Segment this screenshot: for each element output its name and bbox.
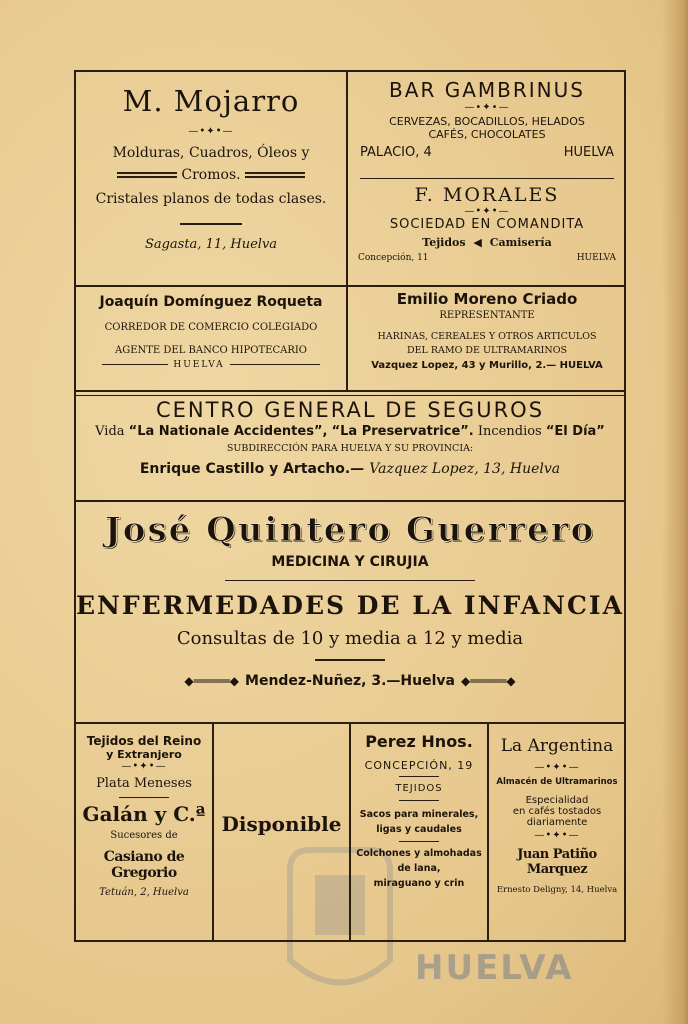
divider-h2 xyxy=(74,390,626,392)
rule xyxy=(399,776,439,777)
ad-quintero xyxy=(76,510,624,689)
quintero-address: Mendez-Nuñez, 3.—Huelva xyxy=(245,673,455,689)
morales-company: SOCIEDAD EN COMANDITA xyxy=(389,217,585,232)
quintero-headline: ENFERMEDADES DE LA INFANCIA xyxy=(76,591,624,620)
mojarro-address: Sagasta, 11, Huelva xyxy=(144,237,278,252)
divider-v1 xyxy=(346,72,348,390)
roqueta-role: CORREDOR DE COMERCIO COLEGIADO xyxy=(104,322,318,333)
morales-goods-right: Camisería xyxy=(489,236,552,249)
ad-moreno xyxy=(350,290,624,371)
morales-goods-row xyxy=(350,236,624,249)
roqueta-city: HUELVA xyxy=(173,360,225,370)
page-edge xyxy=(662,0,688,1024)
gambrinus-products1: CERVEZAS, BOCADILLOS, HELADOS xyxy=(389,115,585,128)
moreno-address: Vazquez Lopez, 43 y Murillo, 2.— HUELVA xyxy=(371,360,603,371)
divider-gambrinus xyxy=(360,178,614,179)
seguros-sub: SUBDIRECCIÓN PARA HUELVA Y SU PROVINCIA: xyxy=(226,443,474,454)
perez-item2a: Colchones y almohadas xyxy=(356,848,482,859)
roqueta-city-row xyxy=(76,360,346,370)
rule xyxy=(315,659,385,661)
seguros-contact xyxy=(76,458,624,477)
gambrinus-address-row xyxy=(350,145,624,160)
ornament: —•✦•— xyxy=(534,762,580,773)
ornament: —•✦•— xyxy=(188,126,234,137)
moreno-name: Emilio Moreno Criado xyxy=(396,290,578,308)
ornament-right: ◆═════◆ xyxy=(460,674,516,688)
quintero-specialty: MEDICINA Y CIRUJIA xyxy=(271,554,429,570)
seguros-incendios-co: “El Día” xyxy=(545,424,605,439)
argentina-spec1: Especialidad xyxy=(525,795,589,806)
argentina-type: Almacén de Ultramarinos xyxy=(496,777,618,787)
divider-h2b xyxy=(74,395,626,396)
seguros-incendios-label: Incendios xyxy=(477,424,542,439)
ornament: —•✦•— xyxy=(534,830,580,841)
seguros-name: CENTRO GENERAL DE SEGUROS xyxy=(155,398,545,422)
ornament: —•✦•— xyxy=(121,761,167,772)
perez-name: Perez Hnos. xyxy=(365,732,473,751)
seguros-line xyxy=(76,424,624,439)
rule xyxy=(230,364,320,365)
morales-city: HUELVA xyxy=(576,253,616,263)
perez-item1b: ligas y caudales xyxy=(376,824,462,835)
galan-founder: Casiano de Gregorio xyxy=(103,849,185,881)
quintero-address-row xyxy=(76,673,624,689)
ornament: —•✦•— xyxy=(464,102,510,113)
gambrinus-address: PALACIO, 4 xyxy=(360,145,432,160)
mojarro-name: M. Mojarro xyxy=(122,84,300,118)
gambrinus-products2: CAFÉS, CHOCOLATES xyxy=(428,128,546,141)
disponible-text: Disponible xyxy=(221,812,342,836)
rule xyxy=(225,580,475,581)
moreno-role: REPRESENTANTE xyxy=(439,310,535,321)
ad-galan xyxy=(76,734,212,898)
roqueta-agent: AGENTE DEL BANCO HIPOTECARIO xyxy=(114,345,307,356)
ad-gambrinus xyxy=(350,78,624,160)
double-rule xyxy=(117,172,177,178)
gambrinus-name: BAR GAMBRINUS xyxy=(389,78,585,102)
perez-item2b: de lana, xyxy=(397,863,441,874)
seguros-address: Vazquez Lopez, 13, Huelva xyxy=(369,461,561,477)
rule xyxy=(399,841,439,842)
argentina-spec3: diariamente xyxy=(526,817,588,828)
mojarro-line2-row xyxy=(76,167,346,183)
moreno-goods2: DEL RAMO DE ULTRAMARINOS xyxy=(407,345,567,356)
perez-goods: TEJIDOS xyxy=(395,783,443,794)
morales-goods-left: Tejidos xyxy=(422,236,466,249)
morales-name: F. MORALES xyxy=(414,184,560,206)
galan-successors: Sucesores de xyxy=(110,830,178,841)
morales-address-row xyxy=(350,253,624,263)
galan-line2: y Extranjero xyxy=(106,748,182,761)
mojarro-line3: Cristales planos de todas clases. xyxy=(95,191,327,207)
seguros-vida-label: Vida xyxy=(95,424,125,439)
seguros-director: Enrique Castillo y Artacho.— xyxy=(139,461,365,477)
quintero-name: José Quintero Guerrero xyxy=(104,510,596,550)
seguros-vida-co1: “La Nationale Accidentes”, xyxy=(128,424,328,439)
roqueta-name: Joaquín Domínguez Roqueta xyxy=(99,294,323,310)
ornament: —•✦•— xyxy=(464,206,510,217)
ad-disponible xyxy=(214,812,349,836)
morales-address: Concepción, 11 xyxy=(358,253,429,263)
galan-name: Galán y C.ª xyxy=(82,802,206,826)
quintero-hours: Consultas de 10 y media a 12 y media xyxy=(176,628,524,649)
ad-argentina xyxy=(489,736,625,895)
rule xyxy=(399,800,439,801)
galan-line1: Tejidos del Reino xyxy=(86,734,202,748)
argentina-owner: Juan Patiño Marquez xyxy=(517,847,597,877)
ad-seguros xyxy=(76,398,624,477)
argentina-spec2: en cafés tostados xyxy=(512,806,602,817)
gambrinus-city: HUELVA xyxy=(563,145,614,160)
ad-mojarro xyxy=(76,80,346,285)
ad-roqueta xyxy=(76,294,346,370)
arrow-icon: ◀ xyxy=(473,236,482,249)
divider-h3 xyxy=(74,500,626,502)
argentina-address: Ernesto Deligny, 14, Huelva xyxy=(496,885,618,895)
ad-perez xyxy=(351,732,487,889)
divider-h1 xyxy=(74,285,626,287)
seguros-vida-co2: “La Preservatrice”. xyxy=(331,424,474,439)
mojarro-line2: Cromos. xyxy=(181,167,241,183)
perez-address: CONCEPCIÓN, 19 xyxy=(364,759,474,772)
perez-item2c: miraguano y crin xyxy=(373,878,465,889)
argentina-name: La Argentina xyxy=(500,736,614,756)
moreno-goods1: HARINAS, CEREALES Y OTROS ARTICULOS xyxy=(377,331,597,342)
short-rule xyxy=(180,223,242,225)
perez-item1a: Sacos para minerales, xyxy=(359,809,479,820)
ornament-left: ◆═════◆ xyxy=(184,674,240,688)
double-rule xyxy=(245,172,305,178)
watermark-text: HUELVA xyxy=(415,948,574,988)
rule xyxy=(119,797,169,798)
ad-morales xyxy=(350,184,624,263)
mojarro-line1: Molduras, Cuadros, Óleos y xyxy=(112,145,310,161)
rule xyxy=(102,364,168,365)
galan-address: Tetuán, 2, Huelva xyxy=(99,887,189,898)
galan-line3: Plata Meneses xyxy=(96,776,192,791)
